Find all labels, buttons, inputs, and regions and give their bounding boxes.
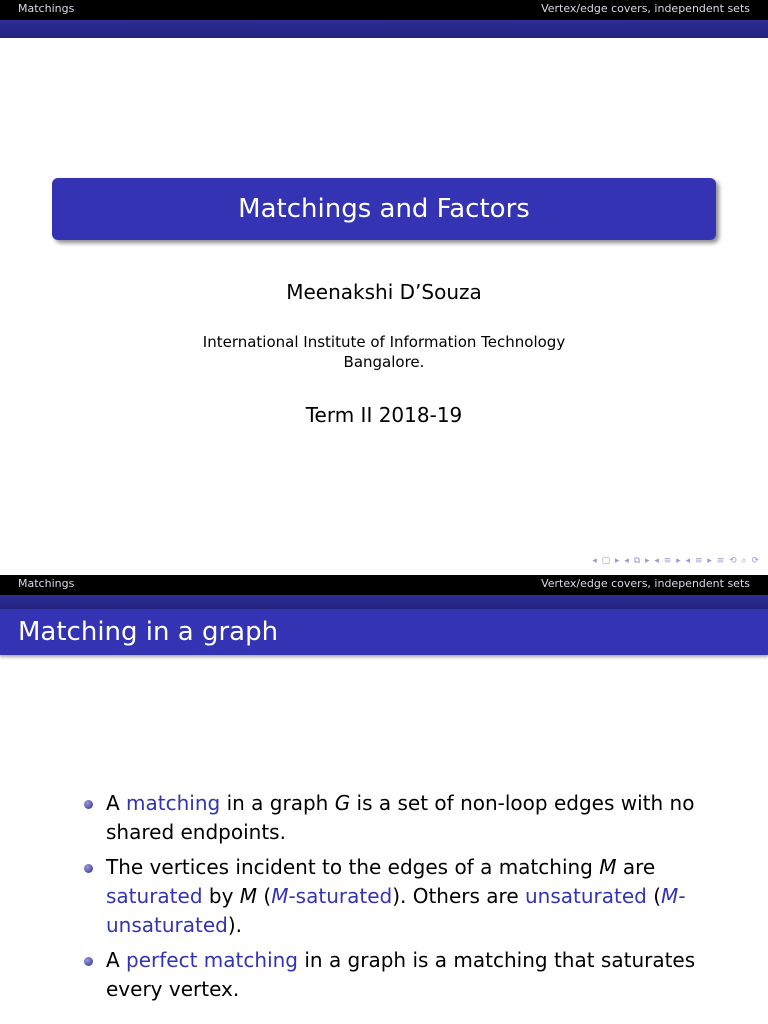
math-m: M bbox=[271, 884, 289, 908]
text: ( bbox=[646, 884, 662, 908]
keyword-saturated: saturated bbox=[106, 884, 203, 908]
text: ). Others are bbox=[392, 884, 525, 908]
keyword-m-saturated bbox=[271, 884, 392, 908]
text: The vertices incident to the edges of a matching bbox=[106, 855, 600, 879]
text: -unsaturated bbox=[106, 884, 686, 937]
institute: International Institute of Information Technology bbox=[202, 333, 566, 351]
frame-title-text: Matching in a graph bbox=[18, 617, 279, 647]
slide-header bbox=[0, 0, 768, 20]
bullet-saturated bbox=[84, 853, 704, 940]
institute-city: Bangalore. bbox=[343, 353, 425, 371]
text: A bbox=[106, 948, 127, 972]
text: -saturated bbox=[288, 884, 393, 908]
presentation-title: Matchings and Factors bbox=[238, 194, 530, 224]
text: in a graph bbox=[220, 791, 335, 815]
header-section: Matchings bbox=[18, 2, 75, 15]
bullet-matching bbox=[84, 789, 704, 847]
math-m: M bbox=[661, 884, 679, 908]
presentation-title-box bbox=[52, 178, 716, 240]
text: by bbox=[202, 884, 240, 908]
content-slide bbox=[0, 575, 768, 1024]
text: is a set of non-loop edges with no shared endpoints. bbox=[106, 791, 695, 844]
keyword-perfect-matching: perfect matching bbox=[126, 948, 298, 972]
header-subsection: Vertex/edge covers, independent sets bbox=[541, 577, 750, 590]
header-subbar bbox=[0, 595, 768, 609]
slide-header bbox=[0, 575, 768, 595]
bullet-perfect-matching bbox=[84, 946, 704, 1004]
math-m: M bbox=[239, 884, 258, 908]
frame-title bbox=[0, 609, 768, 655]
keyword-matching: matching bbox=[126, 791, 221, 815]
header-section: Matchings bbox=[18, 577, 75, 590]
navigation-symbols[interactable]: ◂ ▢ ▸ ◂ ⧉ ▸ ◂ ≡ ▸ ◂ ≡ ▸ ≡ ⟲ ⌕ ⟳ bbox=[592, 556, 760, 566]
date: Term II 2018-19 bbox=[305, 403, 463, 427]
bullet-list bbox=[84, 789, 704, 1010]
author: Meenakshi D’Souza bbox=[286, 280, 482, 304]
keyword-unsaturated: unsaturated bbox=[525, 884, 647, 908]
text: A bbox=[106, 791, 127, 815]
math-m: M bbox=[599, 855, 617, 879]
math-g: G bbox=[334, 791, 351, 815]
text: ). bbox=[227, 913, 243, 937]
header-subsection: Vertex/edge covers, independent sets bbox=[541, 2, 750, 15]
header-subbar bbox=[0, 20, 768, 38]
text: are bbox=[616, 855, 656, 879]
text: in a graph is a matching that saturates every vertex. bbox=[106, 948, 696, 1001]
text: ( bbox=[257, 884, 272, 908]
